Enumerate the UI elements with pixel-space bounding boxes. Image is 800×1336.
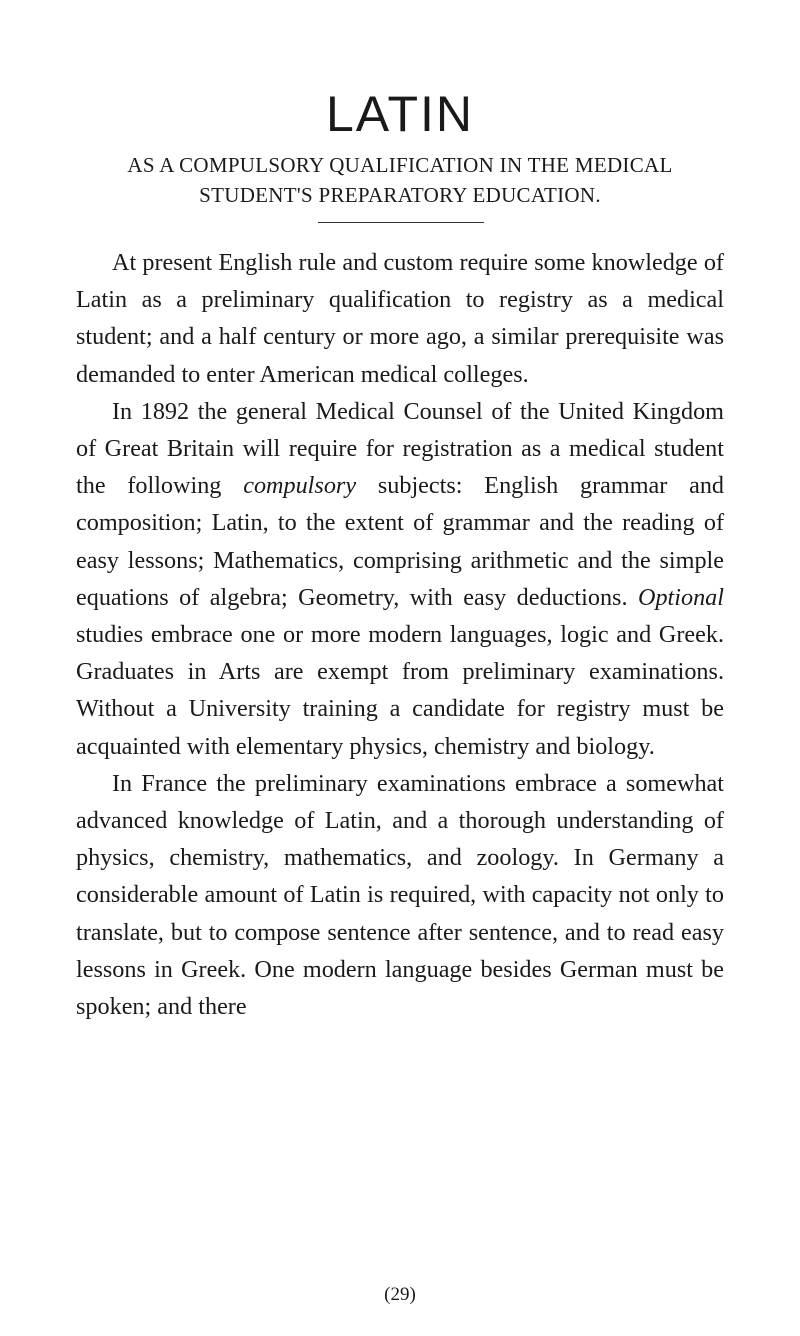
subtitle-line-2: STUDENT'S PREPARATORY EDUCATION.	[199, 183, 601, 207]
paragraph-1: At present English rule and custom require some knowledge of Latin as a preliminary qualification to registry as a medical student; and a half century or more ago, a similar prerequisite was demanded to enter American medical colleges.	[76, 249, 724, 388]
paragraph-2-italic-compulsory: compulsory	[243, 472, 357, 500]
page-number: (29)	[384, 1284, 416, 1305]
paragraph-3: In France the preliminary examinations embrace a somewhat advanced knowledge of Latin, and a thorough understanding of physics, chemistry, mathematics, and zoology. In Germany a considerable amount of Latin is required, with capacity not only to translate, but to compose sentence after sentence, and to read easy lessons in Greek. One modern language besides German must be spoken; and there	[76, 769, 724, 1021]
paragraph-2-text-c: studies embrace one or more modern languages, logic and Greek. Graduates in Arts are exempt from preliminary examinations. Without a University training a candidate for registry must be acquainted with elementary physics, chemistry and biology.	[76, 621, 724, 760]
title-divider	[318, 222, 484, 223]
paragraph-2-text-a: In 1892 the general Medical Counsel of the United Kingdom of Great Britain will require for registration as a medical student the following	[76, 397, 724, 500]
subtitle-line-1: AS A COMPULSORY QUALIFICATION IN THE MEDICAL	[127, 153, 673, 177]
paragraph-2	[76, 393, 724, 765]
body-text	[76, 244, 724, 1025]
chapter-subtitle	[0, 150, 800, 210]
paragraph-2-italic-optional: Optional	[637, 583, 724, 611]
chapter-title: LATIN	[326, 86, 474, 142]
paragraph-2-text-b: subjects: English grammar and composition; Latin, to the extent of grammar and the reading of easy lessons; Mathematics, comprising arithmetic and the simple equations of algebra; Geometry, with easy deductions.	[76, 472, 725, 611]
